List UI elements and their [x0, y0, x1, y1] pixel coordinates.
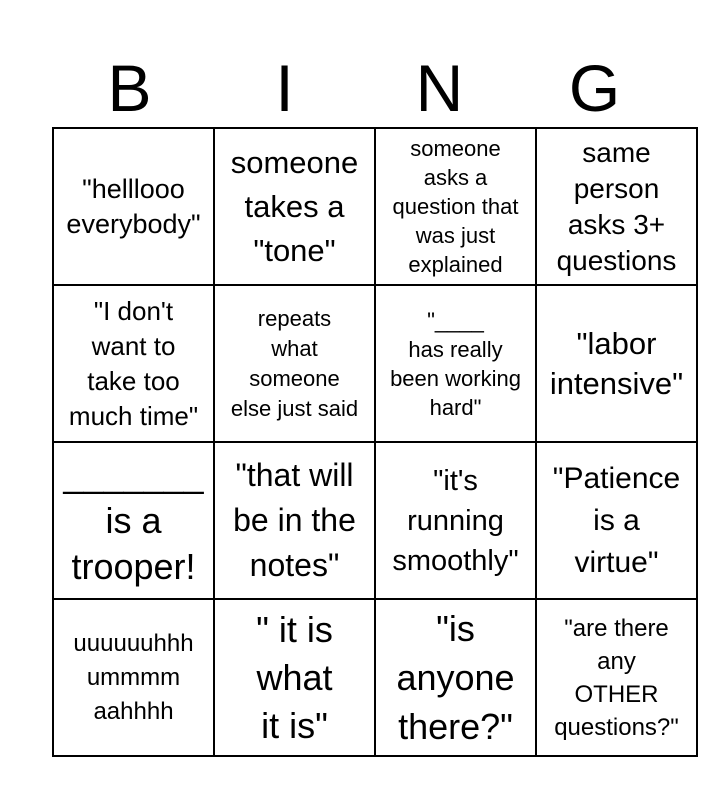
cell-text: " it is what it is": [256, 608, 333, 746]
bingo-cell[interactable]: [536, 128, 697, 285]
cell-text: "is anyone there?": [396, 608, 515, 747]
bingo-cell[interactable]: [375, 599, 536, 756]
bingo-cell[interactable]: [53, 599, 214, 756]
bingo-cell[interactable]: [536, 599, 697, 756]
cell-text: repeats what someone else just said: [230, 305, 359, 421]
header-letter-i: I: [275, 51, 294, 125]
cell-text: _______ is a trooper!: [63, 453, 204, 587]
cell-text: someone asks a question that was just explained: [392, 136, 519, 277]
cell-text: "are there any OTHER questions?": [554, 614, 679, 741]
cell-text: "____ has really been working hard": [390, 307, 521, 420]
header-letter-g: G: [568, 51, 621, 125]
bingo-header: [52, 50, 672, 126]
bingo-cell[interactable]: [214, 599, 375, 756]
cell-text: same person asks 3+ questions: [556, 136, 677, 276]
cell-text: "that will be in the notes": [233, 457, 356, 583]
bingo-cell[interactable]: [214, 442, 375, 599]
cell-text: someone takes a "tone": [230, 144, 359, 268]
bingo-cell[interactable]: [536, 285, 697, 442]
cell-text: uuuuuuhhh ummmm aahhhh: [73, 629, 194, 725]
bingo-cell[interactable]: [53, 128, 214, 285]
bingo-cell[interactable]: [53, 285, 214, 442]
cell-text: "it's running smoothly": [392, 464, 519, 577]
bingo-cell[interactable]: [214, 128, 375, 285]
grid-row: [53, 599, 697, 756]
header-letter-n: N: [415, 51, 464, 125]
cell-text: "Patience is a virtue": [552, 461, 681, 579]
bingo-cell[interactable]: [375, 442, 536, 599]
bingo-cell[interactable]: [214, 285, 375, 442]
bingo-grid: [52, 127, 698, 757]
grid-row: [53, 285, 697, 442]
grid-row: [53, 128, 697, 285]
bingo-cell[interactable]: [536, 442, 697, 599]
bingo-cell[interactable]: [375, 285, 536, 442]
cell-text: "labor intensive": [549, 325, 684, 401]
cell-text: "helllooo everybody": [66, 173, 201, 239]
grid-row: [53, 442, 697, 599]
bingo-cell[interactable]: [53, 442, 214, 599]
bingo-cell[interactable]: [375, 128, 536, 285]
cell-text: "I don't want to take too much time": [68, 295, 199, 431]
header-letter-b: B: [107, 51, 152, 125]
